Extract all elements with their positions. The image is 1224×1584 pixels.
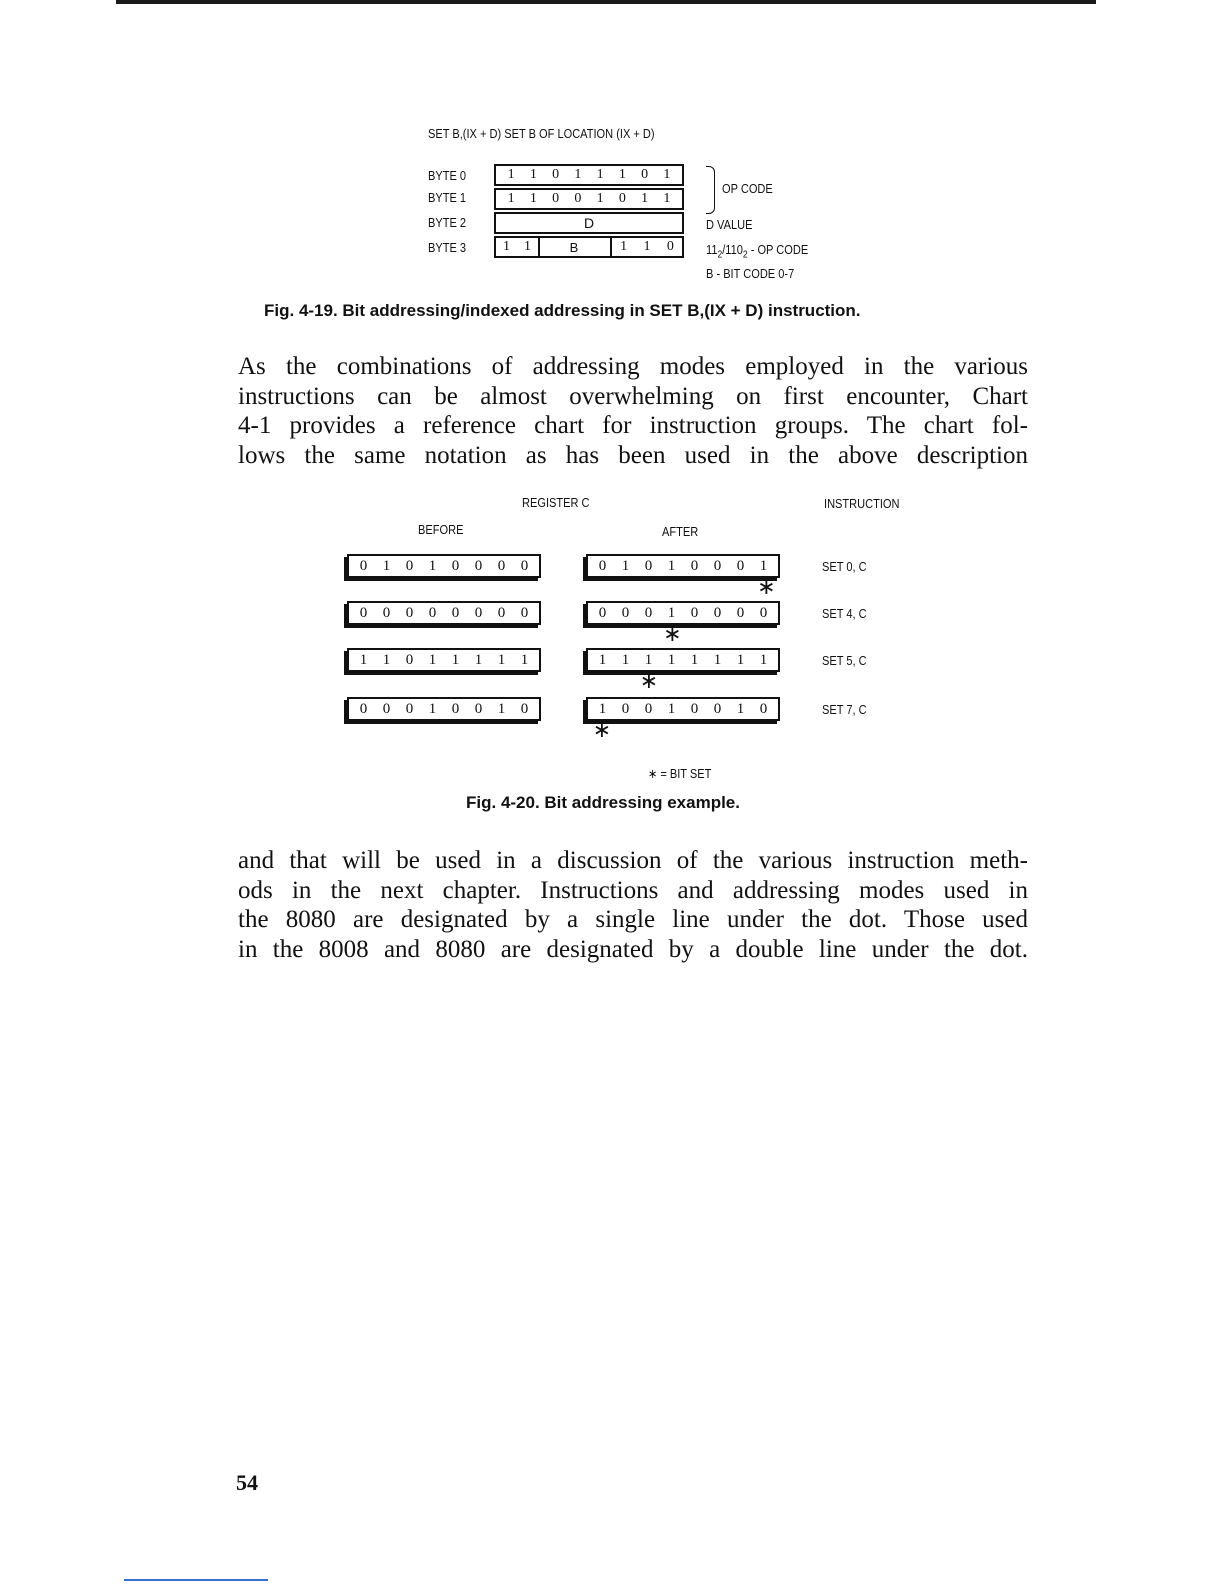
bit: 1 [474,651,483,668]
bit: 0 [736,557,745,574]
byte0-box [494,164,684,186]
bit: 0 [759,604,768,621]
opcode-brace [706,166,715,214]
bit: 1 [598,700,607,717]
bit: 0 [474,604,483,621]
before-label: BEFORE [418,522,464,537]
bit: 0 [382,604,391,621]
para2-line: and that will be used in a discussion of the various instruction meth- [238,847,1028,874]
bit: 1 [359,651,368,668]
opcode-note-sub1: 2 [717,249,723,261]
bit: 1 [596,191,604,206]
bit: 1 [663,167,671,182]
bit: 1 [507,191,515,206]
para1-line: lows the same notation as has been used in the above description [238,441,1028,469]
para2-line: ods in the next chapter. Instructions and addressing modes used in [238,876,1028,904]
d-value-label: D VALUE [706,217,753,232]
instruction-text: SET 5, C [822,653,867,668]
opcode-note-sub2: 2 [742,249,748,261]
bit: 0 [497,604,506,621]
bit: 0 [598,604,607,621]
byte3-left [494,236,540,258]
bit: 0 [618,191,626,206]
bit: 0 [451,557,460,574]
bit: 1 [529,191,537,206]
bit: 1 [643,239,651,254]
bit: 0 [497,557,506,574]
fig19-heading: SET B,(IX + D) SET B OF LOCATION (IX + D) [428,126,655,141]
byte-label: BYTE 3 [428,240,467,255]
bit: 0 [759,700,768,717]
op-code-label: OP CODE [722,181,773,196]
instruction-text: SET 7, C [822,702,867,717]
bit: 0 [713,604,722,621]
opcode-note-b: /110 [722,242,743,257]
instruction-text: SET 4, C [822,606,867,621]
bit: 0 [574,191,582,206]
bit: 0 [690,604,699,621]
bit: 1 [451,651,460,668]
bit: 0 [359,557,368,574]
fig19-caption: Fig. 4-19. Bit addressing/indexed addressing in SET B,(IX + D) instruction. [264,301,861,320]
bit: 0 [644,700,653,717]
register-before [347,554,541,578]
bit: 1 [428,651,437,668]
bit: 1 [690,651,699,668]
bit-set-legend: ∗ = BIT SET [648,766,712,781]
bit: 1 [667,557,676,574]
register-after [586,554,780,578]
bit: 0 [621,700,630,717]
instruction-label: INSTRUCTION [824,496,900,511]
bit: 0 [641,167,649,182]
bit: 0 [552,167,560,182]
para1-line: As the combinations of addressing modes employed in the various [238,353,1028,380]
bit: 1 [641,191,649,206]
register-after [586,601,780,625]
bit: 0 [405,700,414,717]
bit: 0 [690,700,699,717]
bit-code-label: B - BIT CODE 0-7 [706,266,795,281]
register-c-label: REGISTER C [522,495,590,510]
byte3-box [494,236,684,260]
bit: 1 [736,651,745,668]
register-before [347,601,541,625]
bit: 0 [520,604,529,621]
paragraph-2 [238,846,1028,964]
bit-set-marker: ∗ [757,575,776,600]
bit: 0 [690,557,699,574]
bit: 0 [451,604,460,621]
bit: 0 [520,700,529,717]
para1-line: instructions can be almost overwhelming on first encounter, Chart [238,382,1028,410]
bit: 1 [596,167,604,182]
bottom-rule [124,1579,268,1581]
bit: 0 [736,604,745,621]
bit: 0 [713,557,722,574]
bit: 1 [667,651,676,668]
bit: 0 [405,557,414,574]
bit: 0 [405,604,414,621]
b-label: B [569,239,579,255]
top-rule [116,0,1096,4]
register-after [586,648,780,672]
bit: 1 [382,651,391,668]
paragraph-1 [238,352,1028,470]
bit: 1 [529,167,537,182]
bit: 0 [666,239,674,254]
bit: 1 [428,557,437,574]
bit: 1 [497,651,506,668]
instruction-text: SET 0, C [822,559,867,574]
bit: 1 [621,557,630,574]
bit: 1 [663,191,671,206]
bit: 1 [503,239,510,254]
byte2-box [494,212,684,234]
bit: 1 [644,651,653,668]
bit: 1 [520,651,529,668]
bit: 0 [474,700,483,717]
opcode-note [706,242,808,261]
bit: 1 [382,557,391,574]
para1-line: 4-1 provides a reference chart for instruction groups. The chart fol- [238,412,1028,439]
after-label: AFTER [662,524,699,539]
bit: 1 [667,700,676,717]
d-label: D [583,215,595,231]
bit: 1 [620,239,628,254]
bit: 1 [736,700,745,717]
bit: 1 [598,651,607,668]
bit: 1 [507,167,515,182]
bit: 0 [598,557,607,574]
bit: 0 [621,604,630,621]
fig20-caption: Fig. 4-20. Bit addressing example. [466,793,740,812]
register-after [586,697,780,721]
bit: 0 [644,557,653,574]
bit: 0 [359,604,368,621]
bit: 0 [644,604,653,621]
bit: 0 [474,557,483,574]
bit: 0 [713,700,722,717]
bit: 1 [497,700,506,717]
bit: 1 [759,651,768,668]
byte-label: BYTE 2 [428,215,467,230]
bit: 0 [405,651,414,668]
bit: 0 [552,191,560,206]
bit: 1 [428,700,437,717]
bit: 0 [451,700,460,717]
byte-label: BYTE 1 [428,190,467,205]
bit: 0 [428,604,437,621]
bit: 0 [520,557,529,574]
byte-label: BYTE 0 [428,168,467,183]
bit: 1 [667,604,676,621]
bit: 1 [621,651,630,668]
bit-set-marker: ∗ [663,622,682,647]
bit: 0 [359,700,368,717]
register-before [347,648,541,672]
byte3-right [610,236,684,258]
para2-line: the 8080 are designated by a single line under the dot. Those used [238,906,1028,933]
bit: 1 [574,167,582,182]
opcode-note-a: 11 [706,242,718,257]
bit: 1 [713,651,722,668]
bit: 1 [524,239,531,254]
para2-line: in the 8008 and 8080 are designated by a double line under the dot. [238,935,1028,963]
bit: 1 [759,557,768,574]
byte1-box [494,188,684,210]
register-before [347,697,541,721]
bit: 0 [382,700,391,717]
bit: 1 [618,167,626,182]
byte3-mid [538,236,610,258]
bit-set-marker: ∗ [592,718,612,743]
opcode-note-c: - OP CODE [747,242,809,257]
bit-set-marker: ∗ [639,669,659,694]
page-number: 54 [236,1470,258,1495]
